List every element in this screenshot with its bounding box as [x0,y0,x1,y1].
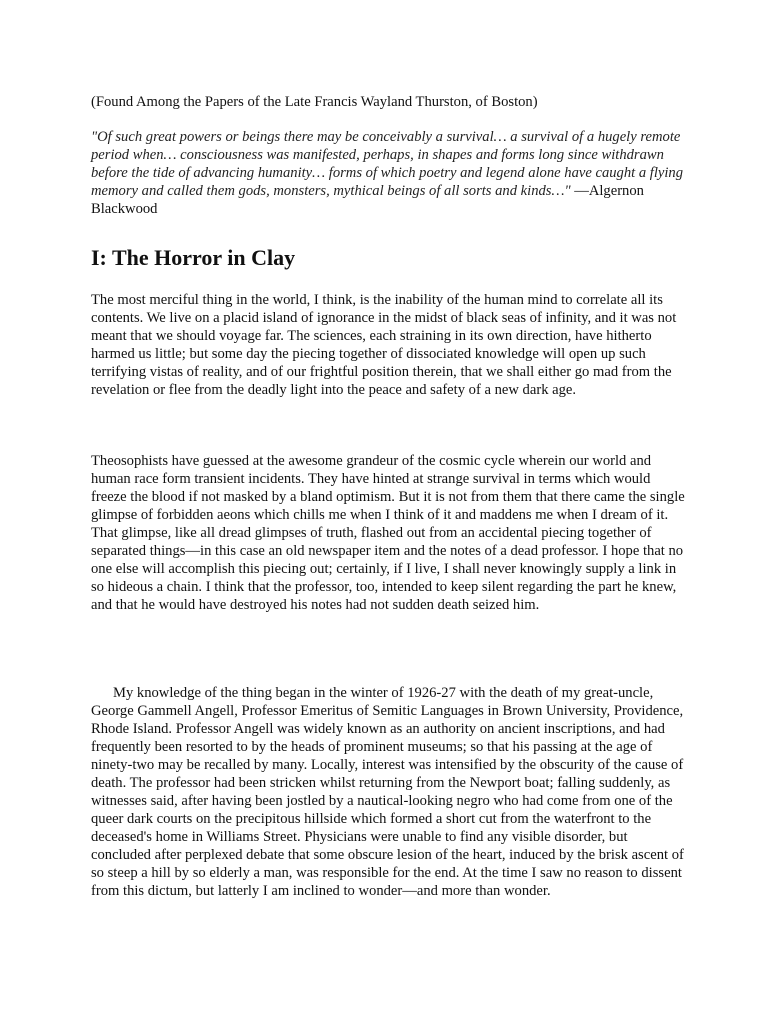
chapter-title: I: The Horror in Clay [91,245,296,270]
epigraph-quote: "Of such great powers or beings there may be conceivably a survival… a survival of a hugely remote period when… consciousness was manifested, perhaps, in shapes and forms long since withdrawn before the tide of advancing humanity… forms of which poetry and legend alone have caught a flying memory and called them gods, monsters, mythical beings of all sorts and kinds…" [91,129,684,199]
document-subtitle: (Found Among the Papers of the Late Francis Wayland Thurston, of Boston) [91,94,538,110]
paragraph-1: The most merciful thing in the world, I think, is the inability of the human mind to correlate all its contents. We live on a placid island of ignorance in the midst of black seas of infinity, and it was not meant that we should voyage far. The sciences, each straining in its own direction, have hitherto harmed us little; but some day the piecing together of dissociated knowledge will open up such terrifying vistas of reality, and of our frightful position therein, that we shall either go mad from the revelation or flee from the deadly light into the peace and safety of a new dark age. [91,292,677,398]
paragraph-3: My knowledge of the thing began in the winter of 1926-27 with the death of my great-uncle, George Gammell Angell, Professor Emeritus of Semitic Languages in Brown University, Providence, Rhode Island. Professor Angell was widely known as an authority on ancient inscriptions, and had frequently been resorted to by the heads of prominent museums; so that his passing at the age of ninety-two may be recalled by many. Locally, interest was intensified by the obscurity of the cause of death. The professor had been stricken whilst returning from the Newport boat; falling suddenly, as witnesses said, after having been jostled by a nautical-looking negro who had come from one of the queer dark courts on the precipitous hillside which formed a short cut from the waterfront to the deceased's home in Williams Street. Physicians were unable to find any visible disorder, but concluded after perplexed debate that some obscure lesion of the heart, induced by the brisk ascent of so steep a hill by so elderly a man, was responsible for the end. At the time I saw no reason to dissent from this dictum, but latterly I am inclined to wonder—and more than wonder. [91,685,684,899]
paragraph-2: Theosophists have guessed at the awesome grandeur of the cosmic cycle wherein our world and human race form transient incidents. They have hinted at strange survival in terms which would freeze the blood if not masked by a bland optimism. But it is not from them that there came the single glimpse of forbidden aeons which chills me when I think of it and maddens me when I dream of it. That glimpse, like all dread glimpses of truth, flashed out from an accidental piecing together of separated things—in this case an old newspaper item and the notes of a dead professor. I hope that no one else will accomplish this piecing out; certainly, if I live, I shall never knowingly supply a link in so hideous a chain. I think that the professor, too, intended to keep silent regarding the part he knew, and that he would have destroyed his notes had not sudden death seized him. [91,453,685,613]
epigraph-attribution: —Algernon Blackwood [91,183,644,217]
epigraph [91,128,687,218]
